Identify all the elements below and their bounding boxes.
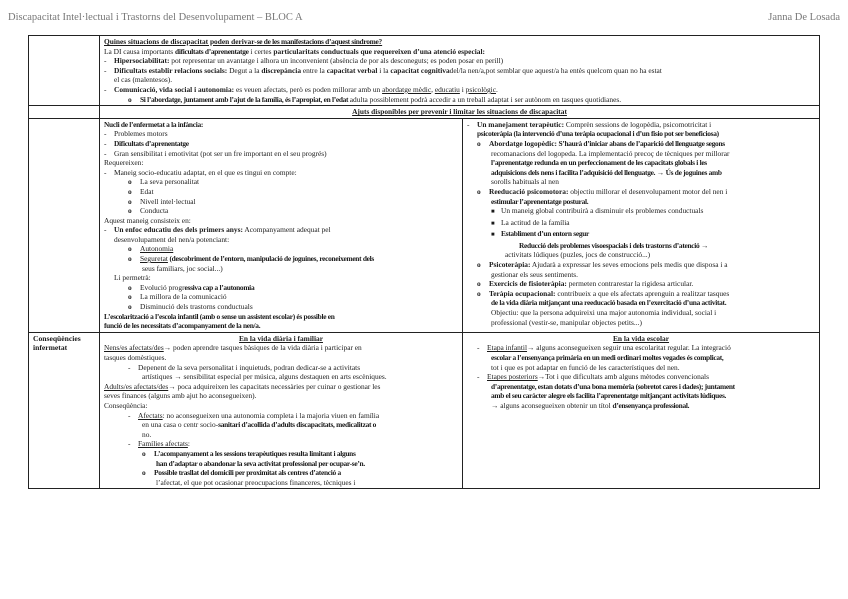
ajuts-right-l21: professional (vestir-se, manipular objectes petits...) [491, 317, 642, 327]
ajuts-right-l13: Reducció dels problemes visoespacials i dels trastorns d’atenció → [519, 240, 709, 250]
row-label-empty-3 [29, 118, 100, 332]
ajuts-left-l12: - Un enfoc educatiu des dels primers anys: Acompanyament adequat pel [104, 225, 331, 235]
item-comunicacio: - Comunicació, vida social i autonomia: es veuen afectats, però es poden millorar amb un abordatge mèdic, educatiu i psicològic. [104, 84, 498, 94]
ajuts-right-l4: recomanacions del logopeda. La implementació precoç de tècniques per millorar [491, 148, 730, 158]
conseq-left-l14: o Possible trasllat del domicili per proximitat als centres d’atenció a [142, 468, 341, 478]
ajuts-left-l2: - Problemes motors [104, 129, 168, 139]
link-abordatge-medic[interactable]: abordatge mèdic [382, 84, 432, 94]
item-relacions: - Dificultats establir relacions socials: Degut a la discrepància entre la capacitat verbal i la capacitat cognitivadel/la nen/a,pot semblar que aquest/a ha entès quelcom quan no ha estat [104, 65, 662, 75]
row-consequencies [29, 332, 820, 489]
ajuts-left-l7: o La seva personalitat [128, 177, 200, 187]
ajuts-right-l7: sorolls habituals al nen [491, 177, 559, 187]
ajuts-right-l15: o Psicoteràpia: Ajudarà a expressar les seves emocions pels medis que disposa i a [477, 260, 728, 270]
link-psicologic[interactable]: psicològic [465, 84, 497, 94]
consequencies-label: Conseqüències infermetat [29, 332, 100, 489]
conseq-right-l2: escolar a l’ensenyança primària en un medi ordinari moltes vegades és complicat, [491, 353, 724, 362]
conseq-left-l6: seves finances (alguns amb ajut ho aconsegueixen). [104, 391, 257, 401]
conseq-left-l9: en una casa o centr socio-sanitari d’acollida d’adults discapacitats, medicalitzat o [142, 420, 377, 430]
conseq-left-l15: l’afectat, el que pot ocasionar preocupacions financeres, tècniques i [156, 477, 356, 487]
ajuts-right-l3: o Abordatge logopèdic: S’haurà d’iniciar abans de l’aparició del llenguatge segons [477, 138, 725, 148]
ajuts-left-l14: o Autonomia [128, 244, 174, 254]
ajuts-right-l10: ■ Un maneig global contribuirà a disminuir els problemes conductuals [491, 206, 704, 216]
conseq-right-cell [463, 332, 820, 489]
ajuts-left-l9: o Nivell intel·lectual [128, 196, 196, 206]
conseq-right-l5: d’aprenentatge, estan dotats d’una bona memòria (sobretot cares i dades); juntament [491, 381, 735, 391]
conseq-right-l1: - Etapa infantil→ alguns aconsegueixen seguir una escolaritat regular. La integració [477, 343, 731, 353]
ajuts-left-l1: Nucli de l’enfermetat a la infància: [104, 119, 204, 129]
ajuts-right-l8: o Reeducació psicomotora: objectiu millorar el desenvolupament motor del nen i [477, 186, 728, 196]
ajuts-left-l15: o Seguretat (descobriment de l’entorn, manipulació de joguines, reconeixement dels [128, 254, 374, 264]
conseq-left-l12: o L’acompanyament a les sessions terapèutiques resulta limitant i alguns [142, 448, 356, 458]
ajuts-left-l20: o Disminució dels trastorns conductuals [128, 302, 253, 312]
ajuts-left-l18: o Evolució progressiva cap a l’autonomia [128, 282, 255, 292]
conseq-left-l4: artístiques → sensibilitat especial per música, alguns destaquen en arts escèniques. [142, 372, 387, 382]
conseq-left-l10: no. [142, 429, 152, 439]
row-ajuts [29, 118, 820, 332]
ajuts-right-l16: gestionar els seus sentiments. [491, 269, 579, 279]
conseq-right-l7: → alguns aconsegueixen obtenir un títol d’ensenyança professional. [491, 400, 690, 410]
ajuts-right-l17: o Exercicis de fisioteràpia: permeten contrarestar la rigidesa articular. [477, 279, 694, 289]
ajuts-right-l12: ■ Establiment d’un entorn segur [491, 229, 590, 239]
ajuts-right-l18: o Teràpia ocupacional: contribueix a que els afectats aprenguin a realitzar tasques [477, 288, 730, 298]
conseq-left-l11: - Famílies afectats: [128, 439, 190, 449]
conseq-right-l3: tot i que es pot adaptar en funció de les característiques del nen. [491, 362, 680, 372]
conseq-left-l2: tasques domèstiques. [104, 353, 167, 362]
question-heading: Quines situacions de discapacitat poden derivar-se de les manifestacions d’aquest síndrome? [104, 37, 383, 46]
row-ajuts-title [29, 106, 820, 119]
header-author: Janna De Losada [768, 12, 840, 23]
link-educatiu[interactable]: educatiu [434, 84, 460, 94]
conseq-left-l13: han d’adaptar o abandonar la seva activitat professional per ocupar-se’n. [156, 458, 365, 468]
conseq-left-cell [100, 332, 463, 489]
ajuts-right-l1: - Un manejament terapèutic: Comprèn sessions de logopèdia, psicomotricitat i [467, 119, 712, 129]
conseq-left-l1: Nens/es afectats/des→ poden aprendre tasques bàsiques de la vida diària i participar en [104, 343, 362, 353]
ajuts-right-l19: de la vida diària mitjançant una reeducació basada en l’exercitació d’una activitat. [491, 298, 727, 308]
row-label-empty-2 [29, 106, 100, 119]
ajuts-left-l16: seus familiars, joc social...) [142, 263, 223, 273]
row-manifestations [29, 36, 820, 106]
conseq-left-l5: Adults/es afectats/des→ poca adquireixen les capacitats necessàries per cuinar o gestionar les [104, 381, 381, 391]
conseq-left-l3: - Depenent de la seva personalitat i inquietuds, podran dedicar-se a activitats [128, 362, 361, 372]
ajuts-left-l8: o Edat [128, 186, 154, 196]
ajuts-left-l13: desenvolupament del nen/a potenciant: [114, 234, 230, 244]
item-hipersociabilitat: - Hipersociabilitat: pot representar un avantatge i alhora un inconvenient (absència de por als desconeguts; es poden posar en perill) [104, 56, 504, 66]
conseq-left-l8: - Afectats: no aconsegueixen una autonomia completa i la majoria viuen en família [128, 410, 380, 420]
intro-line: La DI causa importants dificultats d’aprenentatge i certes particularitats conductuals que requereixen d’una atenció especial: [104, 46, 485, 56]
page-header [8, 12, 840, 23]
ajuts-title: Ajuts disponibles per prevenir i limitar les situacions de discapacitat [100, 106, 820, 119]
manifestations-cell [100, 36, 820, 106]
ajuts-left-l17: Li permetrà: [114, 273, 151, 283]
conseq-right-l4: - Etapes posteriors→Tot i que dificultats amb alguns mètodes convencionals [477, 372, 709, 382]
ajuts-right-l11: ■ La actitud de la família [491, 217, 570, 227]
ajuts-left-l6: - Maneig socio-educatiu adaptat, en el que es tingui en compte: [104, 167, 297, 177]
ajuts-right-l20: Objectiu: que la persona adquireixi una major autonomia individual, social i [491, 308, 717, 318]
conseq-right-title: En la vida escolar [612, 333, 670, 343]
conseq-left-title: En la vida diària i familiar [239, 333, 323, 343]
conseq-left-l7: Conseqüència: [104, 400, 148, 410]
ajuts-right-l6: adquisicions dels nens i facilita l’adquisició del llenguatge. → Ús de joguines amb [491, 167, 722, 177]
ajuts-left-l19: o La millora de la comunicació [128, 292, 227, 302]
conseq-right-l6: amb el seu caràcter alegre els facilita l’aprenentatge mitjançant activitats lúdiques. [491, 391, 727, 401]
header-title: Discapacitat Intel·lectual i Trastorns del Desenvolupament – BLOC A [8, 12, 303, 23]
ajuts-left-cell [100, 118, 463, 332]
ajuts-left-l3: - Dificultats d’aprenentatge [104, 138, 189, 148]
ajuts-right-l9: estimular l’aprenentatge postural. [491, 196, 589, 206]
ajuts-right-l5: l’aprenentatge redunda en un perfeccionament de les capacitats globals i les [491, 158, 707, 168]
content-table [28, 35, 820, 489]
ajuts-left-l22: funció de les necessitats d’acompanyament de la nen/a. [104, 321, 261, 331]
ajuts-left-l21: L’escolarització a l’escola infantil (amb o sense un assistent escolar) és possible en [104, 311, 335, 321]
row-label-empty [29, 36, 100, 106]
ajuts-left-l11: Aquest maneig consisteix en: [104, 215, 191, 225]
ajuts-left-l5: Requereixen: [104, 158, 144, 168]
item-relacions-cont: el cas (malentesos). [114, 75, 173, 85]
item-abordatge: o Si l’abordatge, juntament amb l’ajut de la família, és l’apropiat, en l’edat adulta possiblement podrà accedir a un treball adaptat i ser autònom en tasques quotidianes. [128, 94, 622, 104]
ajuts-right-l14: activitats lúdiques (puzles, jocs de construcció...) [505, 250, 651, 260]
ajuts-right-cell [463, 118, 820, 332]
ajuts-left-l10: o Conducta [128, 206, 169, 216]
ajuts-left-l4: - Gran sensibilitat i emotivitat (pot ser un fre important en el seu progrés) [104, 148, 327, 158]
ajuts-right-l2: psicoteràpia (la intervenció d’una teràpia ocupacional i d’un fisio pot ser beneficiosa) [477, 129, 719, 139]
